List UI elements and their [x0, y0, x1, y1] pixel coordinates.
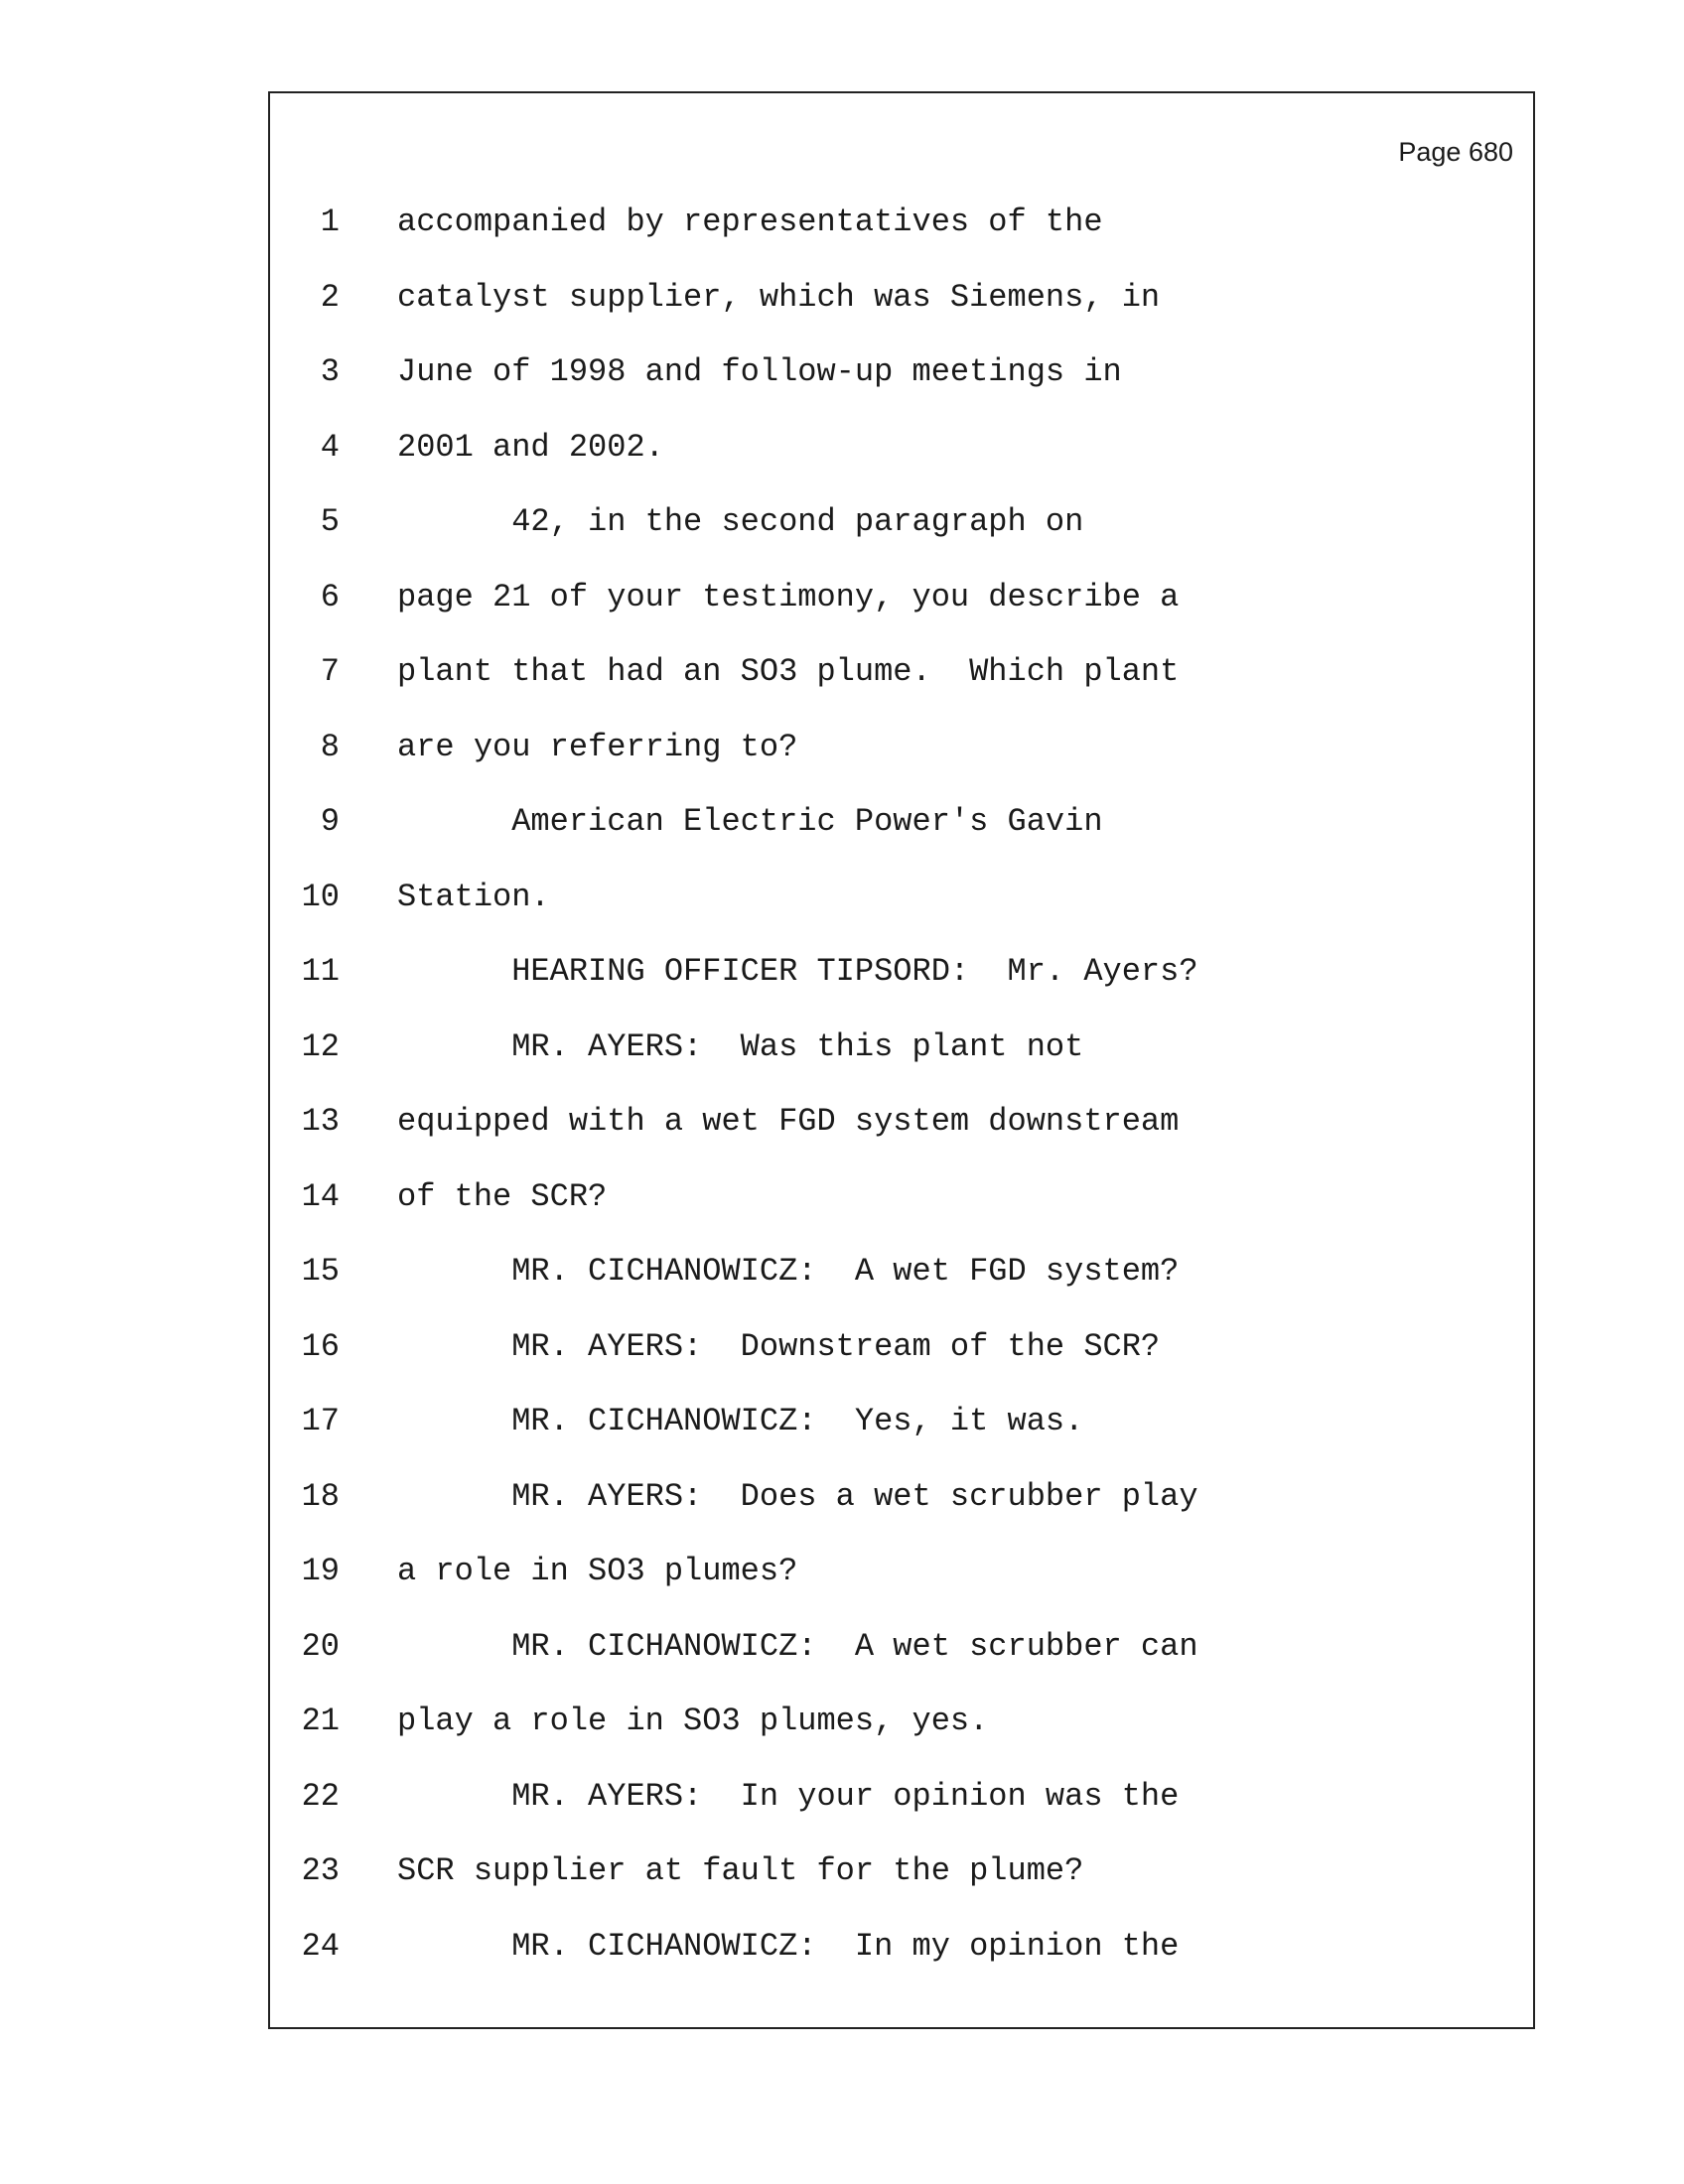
line-text: MR. AYERS: In your opinion was the [397, 1777, 1180, 1815]
transcript-line [270, 342, 1533, 402]
transcript-line [270, 1467, 1533, 1527]
transcript-line [270, 1917, 1533, 1977]
transcript-line [270, 1767, 1533, 1827]
line-number: 16 [301, 1327, 340, 1365]
line-text: of the SCR? [397, 1177, 608, 1215]
line-text: equipped with a wet FGD system downstream [397, 1103, 1180, 1140]
line-number: 15 [301, 1253, 340, 1290]
transcript-line [270, 718, 1533, 777]
line-text: MR. CICHANOWICZ: In my opinion the [397, 1927, 1180, 1965]
transcript-line [270, 1092, 1533, 1152]
line-text: MR. AYERS: Downstream of the SCR? [397, 1327, 1161, 1365]
line-text: plant that had an SO3 plume. Which plant [397, 653, 1180, 690]
line-number: 14 [301, 1177, 340, 1215]
page-number: Page 680 [1398, 137, 1513, 167]
line-number: 23 [301, 1852, 340, 1889]
line-number: 18 [301, 1477, 340, 1515]
line-number: 12 [301, 1027, 340, 1065]
line-number: 8 [320, 728, 340, 765]
transcript-line [270, 568, 1533, 627]
line-text: June of 1998 and follow-up meetings in [397, 353, 1122, 390]
line-text: a role in SO3 plumes? [397, 1553, 798, 1589]
transcript-line [270, 193, 1533, 252]
transcript-line [270, 1392, 1533, 1451]
line-number: 7 [320, 653, 340, 690]
transcript-line [270, 1317, 1533, 1377]
transcript-line [270, 268, 1533, 328]
transcript-line [270, 1692, 1533, 1751]
line-text: Station. [397, 878, 550, 915]
transcript-line [270, 1018, 1533, 1077]
transcript-line [270, 1542, 1533, 1601]
line-number: 4 [320, 428, 340, 466]
line-number: 5 [320, 503, 340, 540]
line-number: 21 [301, 1703, 340, 1739]
transcript-line [270, 868, 1533, 927]
line-text: American Electric Power's Gavin [397, 803, 1103, 840]
line-text: 2001 and 2002. [397, 428, 664, 466]
transcript-line [270, 1842, 1533, 1901]
line-text: page 21 of your testimony, you describe a [397, 578, 1180, 615]
line-text: MR. AYERS: Does a wet scrubber play [397, 1477, 1198, 1515]
line-text: MR. AYERS: Was this plant not [397, 1027, 1084, 1065]
line-number: 13 [301, 1103, 340, 1140]
transcript-line [270, 418, 1533, 478]
line-number: 6 [320, 578, 340, 615]
line-text: MR. CICHANOWICZ: A wet FGD system? [397, 1253, 1180, 1290]
line-number: 20 [301, 1627, 340, 1665]
transcript-page [268, 91, 1535, 2029]
line-number: 24 [301, 1927, 340, 1965]
transcript-line [270, 492, 1533, 552]
line-text: are you referring to? [397, 728, 798, 765]
line-text: catalyst supplier, which was Siemens, in [397, 278, 1161, 316]
line-text: MR. CICHANOWICZ: A wet scrubber can [397, 1627, 1198, 1665]
line-number: 10 [301, 878, 340, 915]
transcript-line [270, 942, 1533, 1002]
line-number: 11 [301, 953, 340, 990]
line-text: accompanied by representatives of the [397, 204, 1103, 240]
line-number: 22 [301, 1777, 340, 1815]
line-text: MR. CICHANOWICZ: Yes, it was. [397, 1403, 1084, 1439]
line-number: 1 [320, 204, 340, 240]
line-text: SCR supplier at fault for the plume? [397, 1852, 1084, 1889]
transcript-line [270, 1167, 1533, 1227]
transcript-line [270, 1617, 1533, 1677]
transcript-line [270, 1242, 1533, 1301]
line-number: 17 [301, 1403, 340, 1439]
line-number: 19 [301, 1553, 340, 1589]
line-number: 9 [320, 803, 340, 840]
line-text: HEARING OFFICER TIPSORD: Mr. Ayers? [397, 953, 1198, 990]
line-number: 2 [320, 278, 340, 316]
transcript-line [270, 792, 1533, 852]
line-number: 3 [320, 353, 340, 390]
line-text: 42, in the second paragraph on [397, 503, 1084, 540]
transcript-line [270, 642, 1533, 702]
line-text: play a role in SO3 plumes, yes. [397, 1703, 989, 1739]
